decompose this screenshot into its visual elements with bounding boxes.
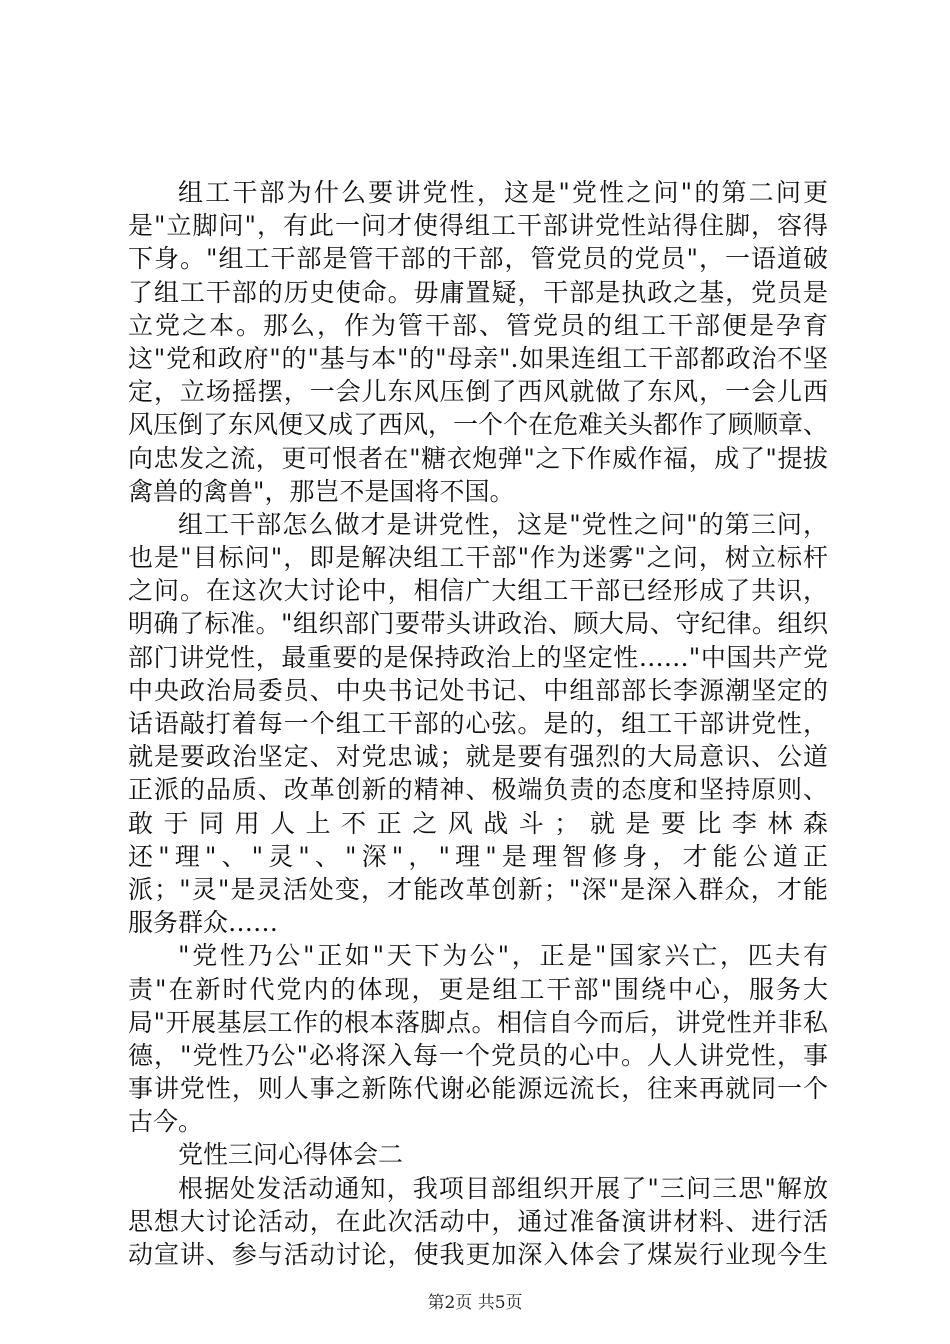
- text-line: 动宣讲、参与活动讨论，使我更加深入体会了煤炭行业现今生: [128, 1240, 828, 1269]
- text-line: 禽兽的禽兽"，那岂不是国将不国。: [128, 476, 515, 506]
- text-line: 也是"目标问"，即是解决组工干部"作为迷雾"之问，树立标杆: [128, 543, 828, 573]
- text-line: 德，"党性乃公"必将深入每一个党员的心中。人人讲党性，事: [128, 1040, 828, 1070]
- text-line: 之问。在这次大讨论中，相信广大组工干部已经形成了共识，: [128, 576, 828, 606]
- text-line: 组工干部为什么要讲党性，这是"党性之问"的第二问更: [178, 178, 828, 207]
- text-line: 事讲党性，则人事之新陈代谢必能源远流长，往来再就同一个: [128, 1074, 828, 1104]
- text-line: 局"开展基层工作的根本落脚点。相信自今而后，讲党性并非私: [128, 1007, 828, 1037]
- text-line: 明确了标准。"组织部门要带头讲政治、顾大局、守纪律。组织: [128, 609, 828, 639]
- text-line: 风压倒了东风便又成了西风，一个个在危难关头都作了顾顺章、: [128, 410, 828, 440]
- text-line: 还"理"、"灵"、"深"，"理"是理智修身，才能公道正: [128, 841, 828, 871]
- text-line: 正派的品质、改革创新的精神、极端负责的态度和坚持原则、: [128, 775, 828, 805]
- text-line: 思想大讨论活动，在此次活动中，通过准备演讲材料、进行活: [128, 1206, 828, 1236]
- body-text: [128, 176, 828, 1271]
- text-line: 根据处发活动通知，我项目部组织开展了"三问三思"解放: [178, 1173, 828, 1203]
- text-line: 了组工干部的历史使命。毋庸置疑，干部是执政之基，党员是: [128, 277, 828, 307]
- text-line: 立党之本。那么，作为管干部、管党员的组工干部便是孕育: [128, 310, 828, 340]
- text-line: 就是要政治坚定、对党忠诚；就是要有强烈的大局意识、公道: [128, 742, 828, 772]
- text-line: 中央政治局委员、中央书记处书记、中组部部长李源潮坚定的: [128, 675, 828, 705]
- text-line: 敢于同用人上不正之风战斗；就是要比李林森: [128, 808, 828, 838]
- text-line: 责"在新时代党内的体现，更是组工干部"围绕中心，服务大: [128, 974, 828, 1004]
- text-line: 是"立脚问"，有此一问才使得组工干部讲党性站得住脚，容得: [128, 211, 828, 241]
- text-line: 古今。: [128, 1107, 204, 1137]
- text-line: "党性乃公"正如"天下为公"，正是"国家兴亡，匹夫有: [178, 941, 828, 971]
- text-line: 下身。"组工干部是管干部的干部，管党员的党员"，一语道破: [128, 244, 828, 274]
- text-line: 向忠发之流，更可恨者在"糖衣炮弹"之下作威作福，成了"提拔: [128, 443, 828, 473]
- text-line: 这"党和政府"的"基与本"的"母亲".如果连组工干部都政治不坚: [128, 343, 828, 373]
- text-line: 部门讲党性，最重要的是保持政治上的坚定性……"中国共产党: [128, 642, 828, 672]
- text-line: 定，立场摇摆，一会儿东风压倒了西风就做了东风，一会儿西: [128, 377, 828, 407]
- text-line: 话语敲打着每一个组工干部的心弦。是的，组工干部讲党性，: [128, 709, 828, 738]
- text-line: 组工干部怎么做才是讲党性，这是"党性之问"的第三问，: [178, 509, 828, 539]
- page-footer: 第2页 共5页: [427, 1293, 523, 1313]
- text-line: 服务群众……: [128, 908, 279, 938]
- text-line: 派；"灵"是灵活处变，才能改革创新；"深"是深入群众，才能: [128, 874, 828, 904]
- section-heading: 党性三问心得体会二: [178, 1140, 404, 1170]
